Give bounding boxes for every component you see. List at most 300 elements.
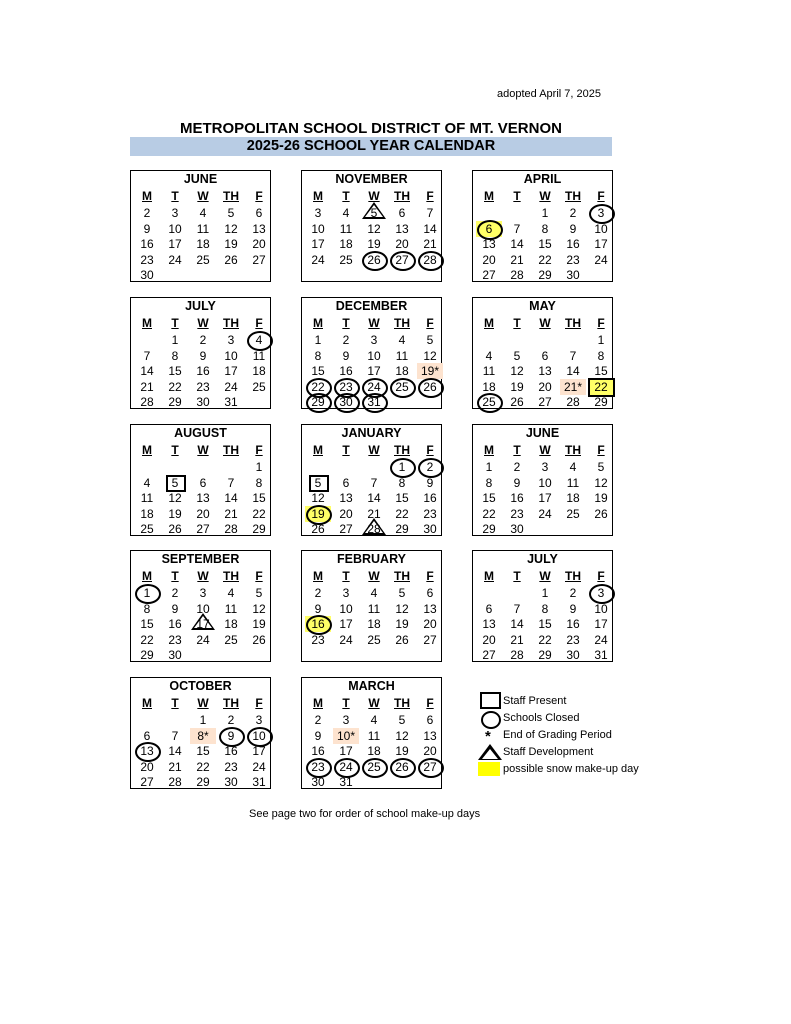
calendar-day — [389, 332, 415, 348]
calendar-day — [246, 601, 272, 617]
day-number: 15 — [538, 237, 552, 251]
calendar-day — [190, 379, 216, 395]
day-number: 27 — [252, 252, 266, 267]
day-number: 21 — [224, 506, 238, 521]
month-june — [130, 170, 271, 282]
day-number: 7 — [569, 348, 577, 363]
day-header: W — [368, 696, 380, 710]
calendar-day — [389, 521, 415, 537]
day-number: 9 — [314, 728, 322, 743]
day-number: 15 — [311, 364, 325, 378]
day-number: 11 — [566, 475, 580, 490]
calendar-day — [190, 743, 216, 759]
month-name: FEBRUARY — [337, 552, 406, 566]
calendar-day — [476, 601, 502, 617]
day-number: 22 — [538, 632, 552, 647]
day-number: 10 — [594, 221, 608, 236]
calendar-day — [333, 774, 359, 790]
day-header: W — [368, 189, 380, 203]
day-number: 27 — [423, 632, 437, 647]
day-number: 23 — [339, 379, 353, 394]
calendar-day — [389, 616, 415, 632]
day-number: 27 — [482, 648, 496, 662]
day-header: W — [197, 316, 209, 330]
day-number: 18 — [224, 617, 238, 631]
day-number: 9 — [569, 221, 577, 236]
month-may — [472, 297, 613, 409]
calendar-day — [504, 221, 530, 237]
day-header: T — [513, 443, 521, 457]
calendar-day — [560, 585, 586, 601]
calendar-day — [162, 475, 188, 491]
calendar-day — [134, 585, 160, 601]
day-number: 28 — [423, 252, 437, 267]
day-number: 12 — [367, 221, 381, 236]
calendar-day — [134, 506, 160, 522]
calendar-day — [134, 490, 160, 506]
calendar-day — [361, 252, 387, 268]
calendar-day — [134, 363, 160, 379]
day-number: 2 — [342, 333, 350, 347]
day-number: 2 — [426, 460, 434, 474]
adopted-date: adopted April 7, 2025 — [497, 88, 601, 100]
day-number: 18 — [367, 744, 381, 758]
calendar-day — [246, 506, 272, 522]
day-number: 9 — [513, 475, 521, 490]
calendar-day — [246, 459, 272, 475]
calendar-day — [333, 712, 359, 728]
day-number: 21 — [510, 632, 524, 647]
calendar-day — [190, 712, 216, 728]
calendar-day — [417, 332, 443, 348]
calendar-day — [162, 252, 188, 268]
day-number: 20 — [482, 632, 496, 647]
day-header: W — [197, 443, 209, 457]
district-title: METROPOLITAN SCHOOL DISTRICT OF MT. VERNON — [180, 120, 562, 137]
day-number: 23 — [311, 632, 325, 647]
day-number: 2 — [143, 206, 151, 220]
calendar-day — [588, 236, 614, 252]
day-header: W — [539, 569, 551, 583]
day-header: M — [142, 569, 152, 583]
calendar-day — [361, 236, 387, 252]
day-number: 29 — [252, 522, 266, 536]
day-number: 30 — [566, 648, 580, 662]
day-header: M — [142, 696, 152, 710]
day-header: F — [255, 443, 263, 457]
day-header: T — [171, 696, 179, 710]
day-number: 11 — [482, 364, 496, 378]
day-number: 8 — [597, 348, 605, 363]
calendar-day — [333, 616, 359, 632]
day-number: 23 — [423, 506, 437, 521]
month-june — [472, 424, 613, 536]
day-number: 17 — [594, 617, 608, 631]
day-number: 7 — [143, 348, 151, 363]
calendar-day — [218, 394, 244, 410]
calendar-day — [190, 506, 216, 522]
calendar-day — [162, 585, 188, 601]
calendar-day — [361, 759, 387, 775]
calendar-day — [246, 728, 272, 744]
day-number: 23 — [140, 252, 154, 267]
calendar-day — [162, 490, 188, 506]
day-number: 5 — [255, 586, 263, 600]
day-header: M — [484, 189, 494, 203]
month-july — [472, 550, 613, 662]
calendar-day — [417, 236, 443, 252]
calendar-day — [504, 348, 530, 364]
calendar-day — [588, 205, 614, 221]
day-number: 5 — [398, 713, 406, 727]
calendar-day — [162, 221, 188, 237]
day-number: 27 — [538, 395, 552, 409]
calendar-day — [162, 348, 188, 364]
day-number: 16 — [339, 364, 353, 378]
calendar-day — [588, 616, 614, 632]
day-number: 13 — [395, 221, 409, 236]
day-number: 18 — [196, 237, 210, 251]
month-name: OCTOBER — [169, 679, 232, 693]
day-number: 4 — [199, 206, 207, 220]
day-header: M — [313, 696, 323, 710]
calendar-day — [305, 332, 331, 348]
day-number: 9 — [426, 475, 434, 490]
calendar-day — [417, 252, 443, 268]
day-number: 9 — [143, 221, 151, 236]
calendar-day — [246, 221, 272, 237]
day-header: T — [342, 316, 350, 330]
day-number: 3 — [255, 713, 263, 727]
day-number: 6 — [485, 601, 493, 616]
calendar-day — [504, 379, 530, 395]
calendar-day — [417, 506, 443, 522]
day-number: 21 — [367, 506, 381, 521]
day-header: M — [313, 569, 323, 583]
day-number: 27 — [339, 522, 353, 536]
calendar-day — [305, 348, 331, 364]
day-number: 1 — [485, 460, 493, 474]
day-number: 30 — [196, 395, 210, 409]
day-number: 18 — [367, 617, 381, 631]
calendar-day — [162, 379, 188, 395]
day-number: 15 — [538, 617, 552, 631]
day-number: 7 — [513, 221, 521, 236]
schools-closed-circle-icon — [481, 711, 501, 729]
day-number: 1 — [199, 713, 207, 727]
calendar-day — [361, 221, 387, 237]
day-number: 17 — [252, 744, 266, 758]
calendar-day — [504, 616, 530, 632]
calendar-day — [504, 363, 530, 379]
calendar-day — [190, 348, 216, 364]
calendar-day — [476, 521, 502, 537]
day-header: M — [142, 443, 152, 457]
day-number: 11 — [224, 601, 238, 616]
day-number: 20 — [140, 759, 154, 774]
day-number: 16 — [168, 617, 182, 631]
day-number: 24 — [224, 379, 238, 394]
calendar-day — [333, 585, 359, 601]
calendar-day — [162, 236, 188, 252]
calendar-day — [305, 221, 331, 237]
calendar-day — [305, 712, 331, 728]
calendar-day — [218, 506, 244, 522]
day-number: 22 — [311, 379, 325, 394]
day-header: TH — [565, 316, 581, 330]
day-number: 13 — [482, 237, 496, 251]
calendar-day — [389, 490, 415, 506]
month-april — [472, 170, 613, 282]
calendar-day — [246, 205, 272, 221]
calendar-day — [588, 459, 614, 475]
calendar-day — [476, 252, 502, 268]
calendar-day — [162, 394, 188, 410]
calendar-day — [162, 601, 188, 617]
day-number: 24 — [367, 379, 381, 394]
calendar-day — [417, 363, 443, 379]
day-number: 1 — [398, 460, 406, 474]
calendar-day — [162, 363, 188, 379]
calendar-day — [417, 759, 443, 775]
day-header: M — [142, 316, 152, 330]
day-number: 24 — [594, 252, 608, 267]
calendar-day — [417, 475, 443, 491]
calendar-day — [333, 394, 359, 410]
day-number: 29 — [168, 395, 182, 409]
day-number: 18 — [140, 506, 154, 521]
calendar-day — [560, 616, 586, 632]
calendar-day — [588, 252, 614, 268]
calendar-day — [246, 379, 272, 395]
day-number: 1 — [314, 333, 322, 347]
day-number: 12 — [395, 601, 409, 616]
day-number: 22 — [168, 379, 182, 394]
day-number: 30 — [510, 522, 524, 536]
calendar-day — [162, 521, 188, 537]
day-number: 28 — [510, 268, 524, 282]
calendar-day — [162, 506, 188, 522]
day-number: 15 — [168, 364, 182, 378]
calendar-day — [504, 267, 530, 283]
calendar-day — [532, 205, 558, 221]
calendar-day — [134, 601, 160, 617]
staff-present-square-icon — [480, 692, 501, 709]
day-number: 4 — [255, 333, 263, 347]
calendar-day — [389, 252, 415, 268]
calendar-day — [305, 585, 331, 601]
day-number: 7 — [171, 728, 179, 743]
day-number: 24 — [311, 252, 325, 267]
day-header: T — [513, 316, 521, 330]
day-header: M — [484, 569, 494, 583]
calendar-day — [190, 521, 216, 537]
day-number: 25 — [367, 632, 381, 647]
day-number: 10 — [538, 475, 552, 490]
calendar-day — [417, 490, 443, 506]
calendar-day — [305, 252, 331, 268]
month-name: SEPTEMBER — [161, 552, 240, 566]
legend-label-schools-closed: Schools Closed — [503, 712, 580, 724]
day-number: 1 — [171, 333, 179, 347]
day-number: 21* — [563, 379, 583, 394]
legend-label-staff-present: Staff Present — [503, 695, 567, 707]
day-number: 10 — [339, 601, 353, 616]
day-number: 22 — [140, 632, 154, 647]
calendar-day — [134, 521, 160, 537]
day-header: T — [171, 569, 179, 583]
calendar-day — [532, 601, 558, 617]
calendar-day — [389, 632, 415, 648]
calendar-day — [504, 632, 530, 648]
calendar-day — [134, 743, 160, 759]
calendar-day — [218, 252, 244, 268]
day-number: 23 — [510, 506, 524, 521]
asterisk-icon: * — [485, 728, 491, 745]
day-number: 20 — [252, 237, 266, 251]
day-number: 7 — [426, 206, 434, 220]
day-number: 10 — [367, 348, 381, 363]
day-number: 30 — [566, 268, 580, 282]
calendar-day — [588, 475, 614, 491]
month-name: APRIL — [523, 172, 562, 186]
day-number: 26 — [311, 522, 325, 536]
calendar-day — [134, 348, 160, 364]
calendar-day — [417, 601, 443, 617]
day-number: 30 — [339, 395, 353, 409]
calendar-day — [361, 394, 387, 410]
day-number: 6 — [199, 475, 207, 490]
day-number: 31 — [252, 775, 266, 789]
calendar-day — [560, 363, 586, 379]
day-number: 19 — [367, 237, 381, 251]
day-number: 9 — [569, 601, 577, 616]
day-number: 13 — [339, 491, 353, 505]
day-number: 28 — [140, 395, 154, 409]
calendar-day — [190, 728, 216, 744]
day-number: 8 — [398, 475, 406, 490]
calendar-day — [361, 632, 387, 648]
calendar-day — [389, 348, 415, 364]
day-number: 10 — [252, 728, 266, 743]
calendar-day — [134, 616, 160, 632]
day-header: F — [597, 189, 605, 203]
calendar-day — [476, 506, 502, 522]
day-number: 30 — [311, 775, 325, 789]
day-number: 12 — [168, 491, 182, 505]
day-header: F — [597, 569, 605, 583]
calendar-day — [162, 743, 188, 759]
day-number: 28 — [224, 522, 238, 536]
day-number: 13 — [423, 728, 437, 743]
day-number: 4 — [342, 206, 350, 220]
day-number: 6 — [342, 475, 350, 490]
calendar-day — [162, 647, 188, 663]
calendar-day — [333, 759, 359, 775]
day-header: F — [255, 189, 263, 203]
calendar-day — [190, 475, 216, 491]
month-january — [301, 424, 442, 536]
calendar-day — [417, 205, 443, 221]
calendar-day — [361, 712, 387, 728]
day-number: 21 — [423, 237, 437, 251]
month-name: DECEMBER — [335, 299, 408, 313]
calendar-day — [476, 616, 502, 632]
calendar-day — [361, 205, 387, 221]
calendar-day — [305, 506, 331, 522]
calendar-day — [532, 647, 558, 663]
day-header: W — [197, 696, 209, 710]
calendar-day — [333, 506, 359, 522]
day-number: 12 — [594, 475, 608, 490]
calendar-day — [389, 601, 415, 617]
day-number: 24 — [252, 759, 266, 774]
month-august — [130, 424, 271, 536]
calendar-day — [246, 475, 272, 491]
day-number: 17 — [311, 237, 325, 251]
calendar-day — [588, 585, 614, 601]
day-header: M — [313, 316, 323, 330]
calendar-day — [246, 521, 272, 537]
day-header: TH — [223, 189, 239, 203]
day-number: 21 — [140, 379, 154, 394]
calendar-day — [504, 252, 530, 268]
day-number: 8 — [541, 601, 549, 616]
day-number: 14 — [510, 237, 524, 251]
calendar-day — [476, 236, 502, 252]
day-number: 8* — [197, 728, 209, 743]
calendar-day — [560, 647, 586, 663]
month-name: JULY — [527, 552, 558, 566]
calendar-day — [134, 394, 160, 410]
calendar-day — [560, 379, 586, 395]
month-december — [301, 297, 442, 409]
calendar-day — [532, 252, 558, 268]
day-header: T — [342, 696, 350, 710]
day-number: 3 — [227, 333, 235, 347]
calendar-day — [134, 252, 160, 268]
day-number: 17 — [168, 237, 182, 251]
day-number: 27 — [140, 775, 154, 789]
day-number: 31 — [594, 648, 608, 662]
day-number: 25 — [395, 379, 409, 394]
day-number: 15 — [196, 744, 210, 758]
calendar-day — [417, 585, 443, 601]
day-number: 26 — [395, 632, 409, 647]
day-number: 14 — [140, 364, 154, 378]
calendar-day — [417, 743, 443, 759]
calendar-day — [333, 332, 359, 348]
calendar-day — [162, 759, 188, 775]
day-number: 14 — [367, 491, 381, 505]
calendar-day — [305, 490, 331, 506]
day-number: 3 — [171, 206, 179, 220]
calendar-day — [333, 475, 359, 491]
day-number: 25 — [140, 522, 154, 536]
calendar-day — [218, 363, 244, 379]
calendar-day — [389, 459, 415, 475]
calendar-day — [389, 363, 415, 379]
calendar-day — [305, 363, 331, 379]
day-number: 16 — [566, 617, 580, 631]
calendar-day — [417, 221, 443, 237]
calendar-day — [560, 221, 586, 237]
legend-label-snow-makeup: possible snow make-up day — [503, 763, 639, 775]
calendar-day — [417, 521, 443, 537]
day-number: 29 — [140, 648, 154, 662]
day-number: 5 — [227, 206, 235, 220]
day-number: 3 — [342, 586, 350, 600]
